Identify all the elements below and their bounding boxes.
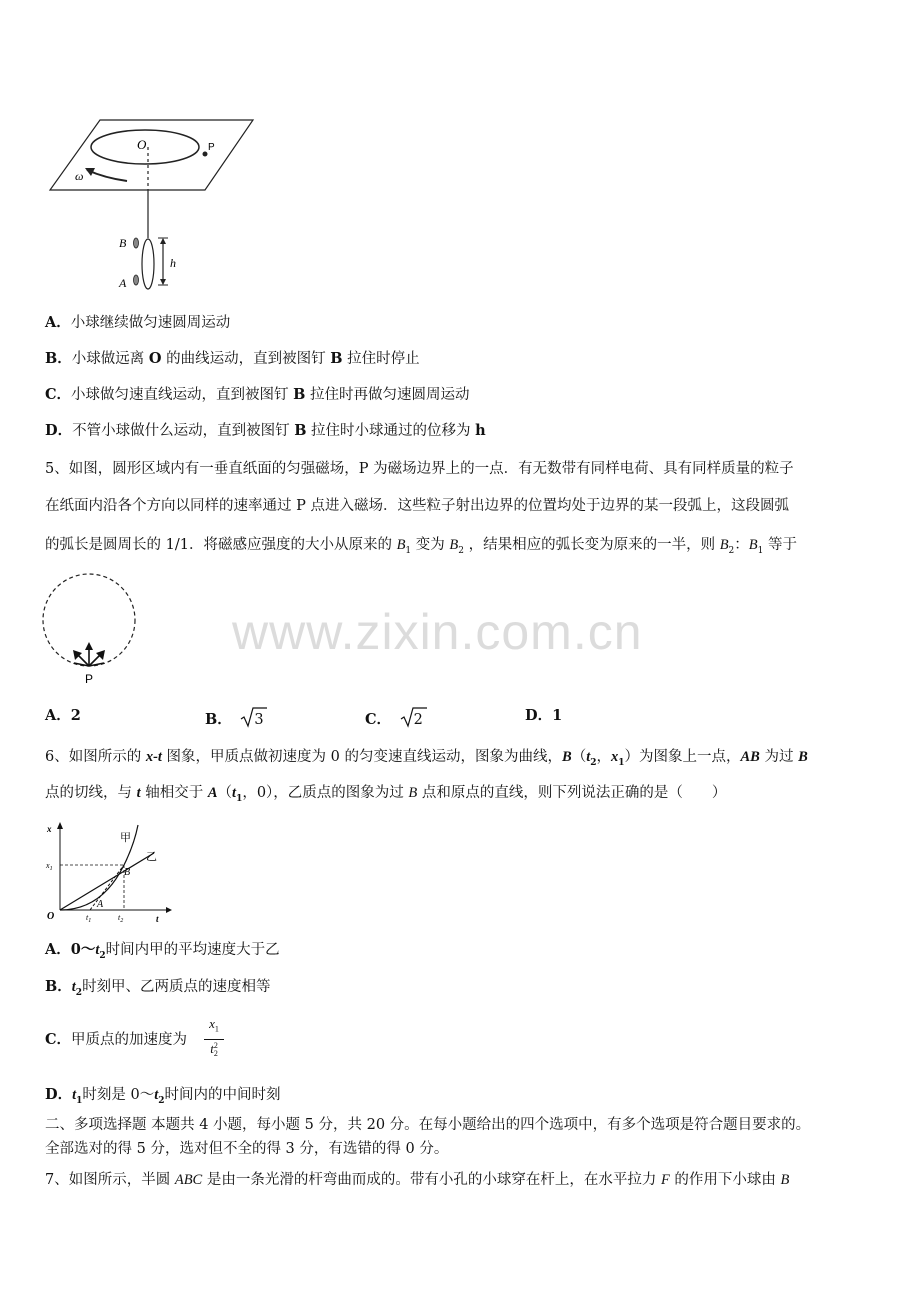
q7-text: 7、如图所示，半圆 bbox=[45, 1172, 175, 1188]
symbol-B: B bbox=[748, 537, 758, 553]
q5-line-3 bbox=[45, 535, 797, 561]
symbol-t: t bbox=[232, 785, 237, 801]
symbol-F: F bbox=[660, 1172, 670, 1188]
option-key: B． bbox=[205, 711, 232, 728]
subscript: 2 bbox=[75, 987, 83, 998]
q6-option-c-fraction bbox=[204, 1016, 224, 1058]
tick-label-t2: $t_2$ bbox=[118, 913, 124, 924]
q6-option-c bbox=[45, 1030, 187, 1050]
q5-option-c bbox=[365, 706, 433, 730]
q4-option-b bbox=[45, 349, 420, 369]
option-text: 的曲线运动，直到被图钉 bbox=[161, 351, 331, 367]
fraction-bar bbox=[204, 1039, 224, 1040]
q5-text: 等于 bbox=[763, 537, 797, 553]
section-2-line-2: 全部选对的得 5 分，选对但不全的得 3 分，有选错的得 0 分。 bbox=[45, 1141, 449, 1157]
q4-label-P: P bbox=[208, 142, 215, 153]
q7-text: 的作用下小球由 bbox=[669, 1172, 781, 1188]
symbol-AB: AB bbox=[740, 749, 760, 765]
option-value: 2 bbox=[413, 712, 423, 728]
option-text: 拉住时再做匀速圆周运动 bbox=[305, 387, 470, 403]
option-text: 时间内的中间时刻 bbox=[164, 1087, 281, 1103]
symbol-B: B bbox=[449, 537, 459, 553]
q5-text: 的弧长是圆周长的 1/1．将磁感应强度的大小从原来的 bbox=[45, 537, 397, 553]
line-label-yi: 乙 bbox=[146, 850, 157, 863]
point-label-B: B bbox=[124, 867, 131, 878]
symbol-B: B bbox=[562, 749, 572, 765]
curve-label-jia: 甲 bbox=[120, 831, 131, 844]
option-value: 1 bbox=[552, 707, 563, 724]
q4-label-h: h bbox=[170, 256, 176, 270]
q6-text: 点和原点的直线，则下列说法正确的是（ ） bbox=[417, 785, 727, 801]
symbol-B: B bbox=[719, 537, 729, 553]
symbol-h: h bbox=[475, 422, 486, 439]
subscript: 2 bbox=[99, 950, 106, 961]
q6-text: ，0），乙质点的图象为过 bbox=[242, 785, 409, 801]
option-text: 时间内甲的平均速度大于乙 bbox=[105, 942, 280, 958]
subscript: 1 bbox=[76, 1095, 83, 1106]
q6-text: （ bbox=[571, 749, 587, 765]
q5-text: ： bbox=[734, 537, 749, 553]
option-key: A． bbox=[45, 314, 71, 331]
q5-option-a bbox=[45, 706, 81, 726]
q6-text: （ bbox=[217, 785, 233, 801]
q5-text: ，结果相应的弧长变为原来的一半，则 bbox=[463, 537, 720, 553]
option-value: 2 bbox=[70, 707, 81, 724]
subscript: 1 bbox=[618, 757, 625, 768]
symbol-t: t bbox=[154, 1087, 159, 1103]
option-text: 甲质点的加速度为 bbox=[71, 1032, 188, 1048]
q6-text: 轴相交于 bbox=[140, 785, 208, 801]
watermark: www.zixin.com.cn bbox=[232, 604, 643, 660]
option-key: A． bbox=[45, 941, 71, 958]
option-key: D． bbox=[525, 707, 553, 724]
q5-option-d bbox=[525, 706, 562, 726]
q5-line-1: 5、如图，圆形区域内有一垂直纸面的匀强磁场，P 为磁场边界上的一点．有无数带有同样电荷、具有同样质量的粒子 bbox=[45, 461, 794, 477]
q6-option-a bbox=[45, 940, 280, 966]
q5-text: 变为 bbox=[411, 537, 450, 553]
option-text: 小球做匀速直线运动，直到被图钉 bbox=[71, 387, 294, 403]
fraction-numerator: $x_1$ bbox=[209, 1016, 219, 1034]
axis-label-t: t bbox=[156, 914, 159, 924]
symbol-B: B bbox=[330, 350, 343, 367]
q6-text: ）为图象上一点， bbox=[624, 749, 741, 765]
symbol-t: t bbox=[95, 942, 100, 958]
q6-option-d bbox=[45, 1085, 281, 1111]
q4-label-B: B bbox=[119, 236, 127, 250]
symbol-B: B bbox=[798, 749, 808, 765]
subscript: 2 bbox=[458, 545, 464, 556]
symbol-t: t bbox=[72, 1087, 77, 1103]
q6-text: 点的切线，与 bbox=[45, 785, 137, 801]
symbol-ABC: ABC bbox=[174, 1172, 203, 1188]
q6-text: 6、如图所示的 bbox=[45, 749, 146, 765]
symbol-t: t bbox=[586, 749, 591, 765]
option-key: C． bbox=[45, 1031, 72, 1048]
subscript: 2 bbox=[590, 757, 597, 768]
symbol-A: A bbox=[207, 785, 218, 801]
symbol-B: B bbox=[396, 537, 406, 553]
option-key: C． bbox=[45, 386, 72, 403]
tick-label-x1: $x_1$ bbox=[46, 861, 53, 872]
symbol-O: O bbox=[148, 350, 162, 367]
q7-text: 是由一条光滑的杆弯曲而成的。带有小孔的小球穿在杆上，在水平拉力 bbox=[202, 1172, 661, 1188]
q6-text: 图象，甲质点做初速度为 0 的匀变速直线运动，图象为曲线， bbox=[161, 749, 563, 765]
option-key: D． bbox=[45, 422, 73, 439]
q6-line-2 bbox=[45, 783, 726, 809]
option-key: D． bbox=[45, 1086, 73, 1103]
option-text: 拉住时停止 bbox=[342, 351, 420, 367]
q5-line-2: 在纸面内沿各个方向以同样的速率通过 P 点进入磁场．这些粒子射出边界的位置均处于边界的某一段弧上，这段圆弧 bbox=[45, 498, 789, 514]
q4-label-A: A bbox=[119, 276, 127, 290]
q4-option-c bbox=[45, 385, 470, 405]
subscript: 1 bbox=[236, 793, 243, 804]
option-key: B． bbox=[45, 350, 72, 367]
symbol-B: B bbox=[293, 386, 306, 403]
q4-label-O: O bbox=[137, 137, 147, 152]
option-key: A． bbox=[45, 707, 71, 724]
subscript: 2 bbox=[158, 1095, 165, 1106]
q6-line-1 bbox=[45, 747, 808, 773]
fraction-denominator: t 2 2 bbox=[210, 1040, 218, 1058]
q5-figure bbox=[40, 570, 150, 690]
option-key: B． bbox=[45, 978, 72, 995]
q6-option-b bbox=[45, 977, 271, 1003]
option-value: 3 bbox=[254, 712, 264, 728]
section-2-line-1: 二、多项选择题 本题共 4 小题，每小题 5 分，共 20 分。在每小题给出的四个选项中，有多个选项是符合题目要求的。 bbox=[45, 1117, 811, 1133]
q4-option-a bbox=[45, 313, 230, 333]
tick-label-t1: $t_1$ bbox=[86, 913, 92, 924]
origin-label: O bbox=[47, 911, 55, 922]
symbol-B: B bbox=[294, 422, 307, 439]
point-label-A: A bbox=[97, 899, 104, 910]
q6-text: ， bbox=[596, 749, 611, 765]
symbol-B: B bbox=[408, 785, 418, 801]
option-text: 时刻甲、乙两质点的速度相等 bbox=[82, 979, 271, 995]
option-text: 小球继续做匀速圆周运动 bbox=[70, 315, 231, 331]
subscript: 1 bbox=[757, 545, 764, 556]
symbol-xt: x-t bbox=[145, 749, 162, 765]
option-text: 拉住时小球通过的位移为 bbox=[306, 423, 476, 439]
q5-option-b bbox=[205, 706, 274, 730]
symbol-x: x bbox=[610, 749, 619, 765]
option-text: 0～ bbox=[70, 941, 96, 958]
option-text: 不管小球做什么运动，直到被图钉 bbox=[72, 423, 295, 439]
option-text: 小球做远离 bbox=[71, 351, 149, 367]
q4-option-d bbox=[45, 421, 486, 441]
q6-xt-graph bbox=[42, 815, 182, 925]
symbol-t: t bbox=[71, 979, 76, 995]
q4-figure bbox=[45, 110, 285, 300]
q7-line-1 bbox=[45, 1170, 789, 1190]
option-text: 时刻是 0～ bbox=[82, 1087, 155, 1103]
subscript: 2 bbox=[728, 545, 735, 556]
q5-label-P: P bbox=[85, 672, 94, 686]
q6-text: 为过 bbox=[759, 749, 799, 765]
symbol-t: t bbox=[136, 785, 141, 801]
option-key: C． bbox=[365, 711, 392, 728]
q4-label-omega: ω bbox=[75, 169, 84, 183]
axis-label-x: x bbox=[47, 824, 52, 834]
symbol-B: B bbox=[780, 1172, 790, 1188]
subscript: 1 bbox=[405, 545, 412, 556]
